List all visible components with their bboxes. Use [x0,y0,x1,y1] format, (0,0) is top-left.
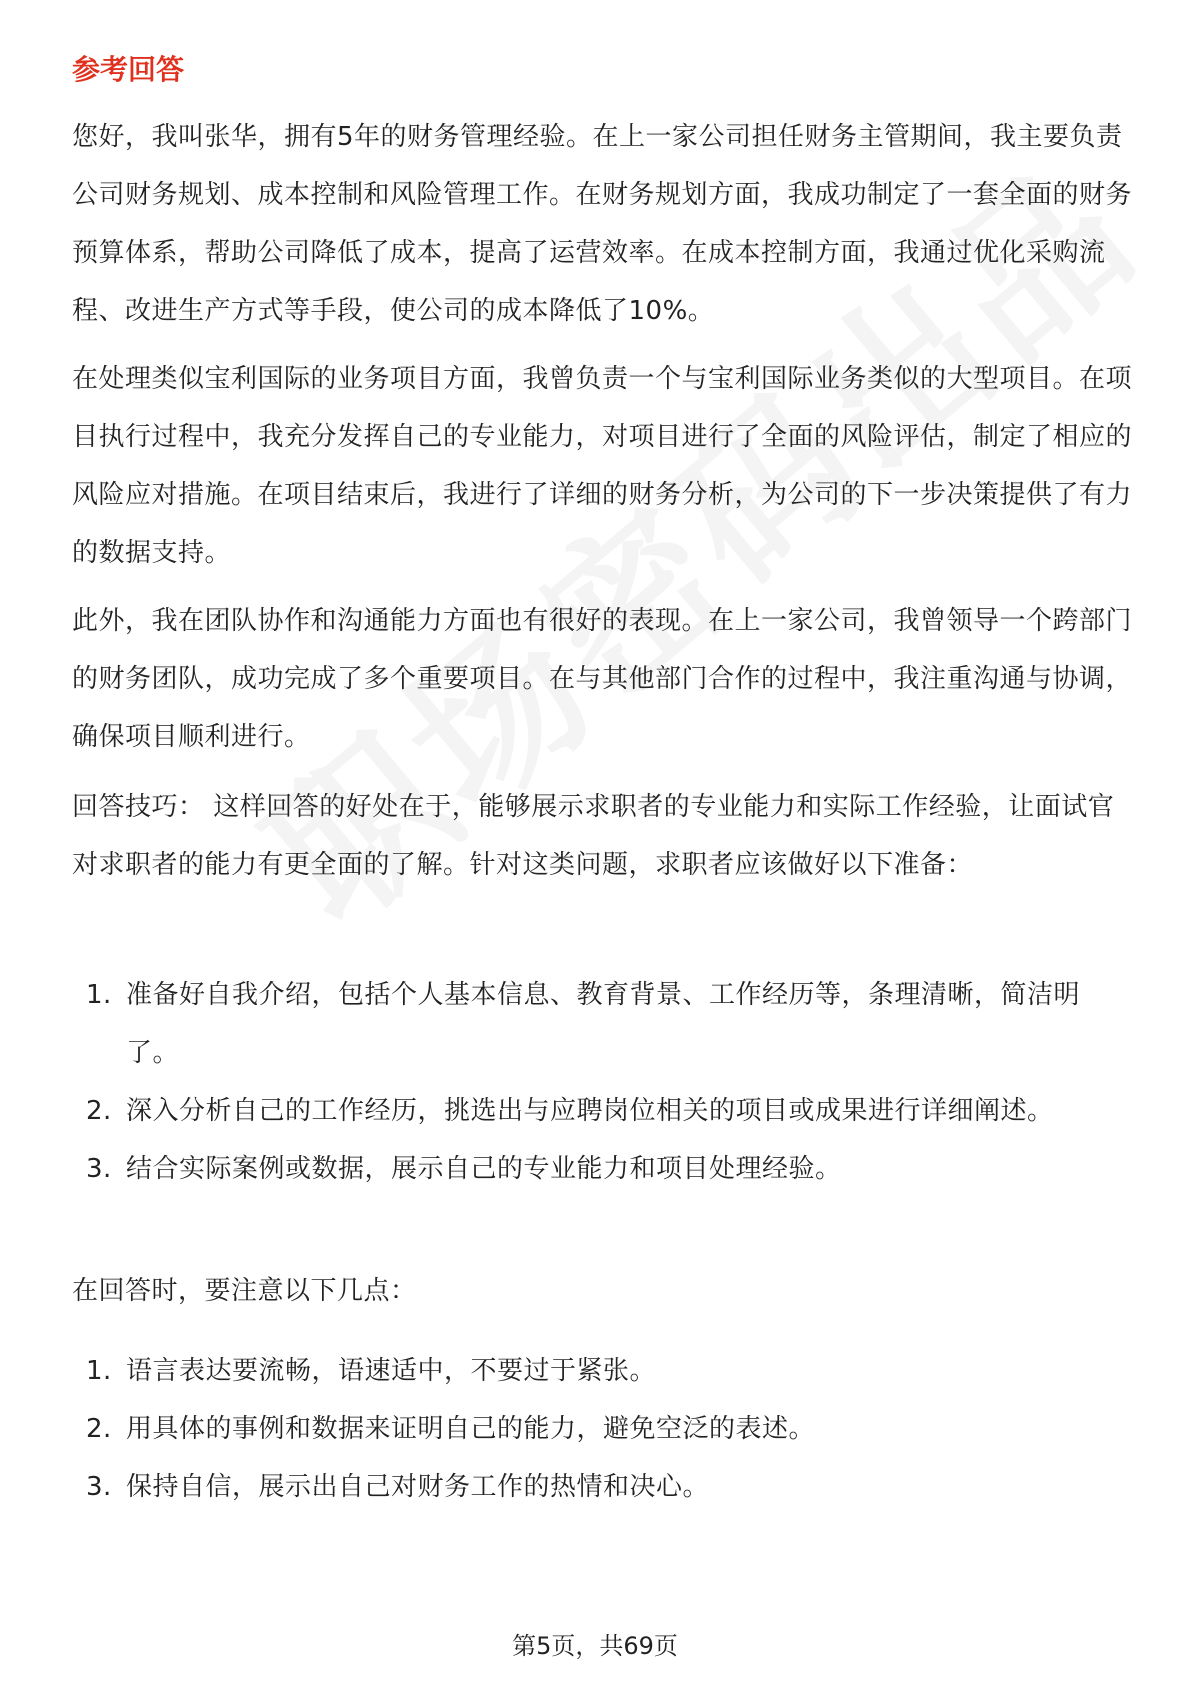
list-number: 3. [86,1472,112,1502]
notes-list [72,1342,1132,1516]
paragraph-teamwork: 此外，我在团队协作和沟通能力方面也有很好的表现。在上一家公司，我曾领导一个跨部门的财务团队，成功完成了多个重要项目。在与其他部门合作的过程中，我注重沟通与协调，确保项目顺利进行。 [72,606,1133,752]
list-item [72,1342,1132,1400]
list-number: 3. [86,1154,112,1184]
paragraph-notes-intro: 在回答时，要注意以下几点： [72,1276,417,1306]
page-number-footer: 第5页，共69页 [512,1632,678,1660]
list-item [72,1082,1132,1140]
list-item [72,1140,1132,1198]
list-item-text: 用具体的事例和数据来证明自己的能力，避免空泛的表述。 [126,1414,816,1444]
list-item-text: 语言表达要流畅，语速适中，不要过于紧张。 [126,1356,657,1386]
list-item [72,1400,1132,1458]
paragraph-intro: 您好，我叫张华，拥有5年的财务管理经验。在上一家公司担任财务主管期间，我主要负责公司财务规划、成本控制和风险管理工作。在财务规划方面，我成功制定了一套全面的财务预算体系，帮助公司降低了成本，提高了运营效率。在成本控制方面，我通过优化采购流程、改进生产方式等手段，使公司的成本降低了10%。 [72,122,1133,326]
paragraph-project: 在处理类似宝利国际的业务项目方面，我曾负责一个与宝利国际业务类似的大型项目。在项目执行过程中，我充分发挥自己的专业能力，对项目进行了全面的风险评估，制定了相应的风险应对措施。在项目结束后，我进行了详细的财务分析，为公司的下一步决策提供了有力的数据支持。 [72,364,1133,568]
list-item-text: 深入分析自己的工作经历，挑选出与应聘岗位相关的项目或成果进行详细阐述。 [126,1096,1054,1126]
list-number: 2. [86,1096,112,1126]
list-item [72,1458,1132,1516]
list-number: 2. [86,1414,112,1444]
list-item-text: 准备好自我介绍，包括个人基本信息、教育背景、工作经历等，条理清晰，简洁明了。 [126,980,1081,1068]
list-item-text: 保持自信，展示出自己对财务工作的热情和决心。 [126,1472,710,1502]
list-number: 1. [86,980,112,1010]
list-item-text: 结合实际案例或数据，展示自己的专业能力和项目处理经验。 [126,1154,842,1184]
list-item [72,966,1132,1082]
prep-list [72,966,1132,1198]
list-number: 1. [86,1356,112,1386]
paragraph-tips: 回答技巧： 这样回答的好处在于，能够展示求职者的专业能力和实际工作经验，让面试官对求职者的能力有更全面的了解。针对这类问题，求职者应该做好以下准备： [72,792,1115,880]
section-heading: 参考回答 [72,53,185,86]
